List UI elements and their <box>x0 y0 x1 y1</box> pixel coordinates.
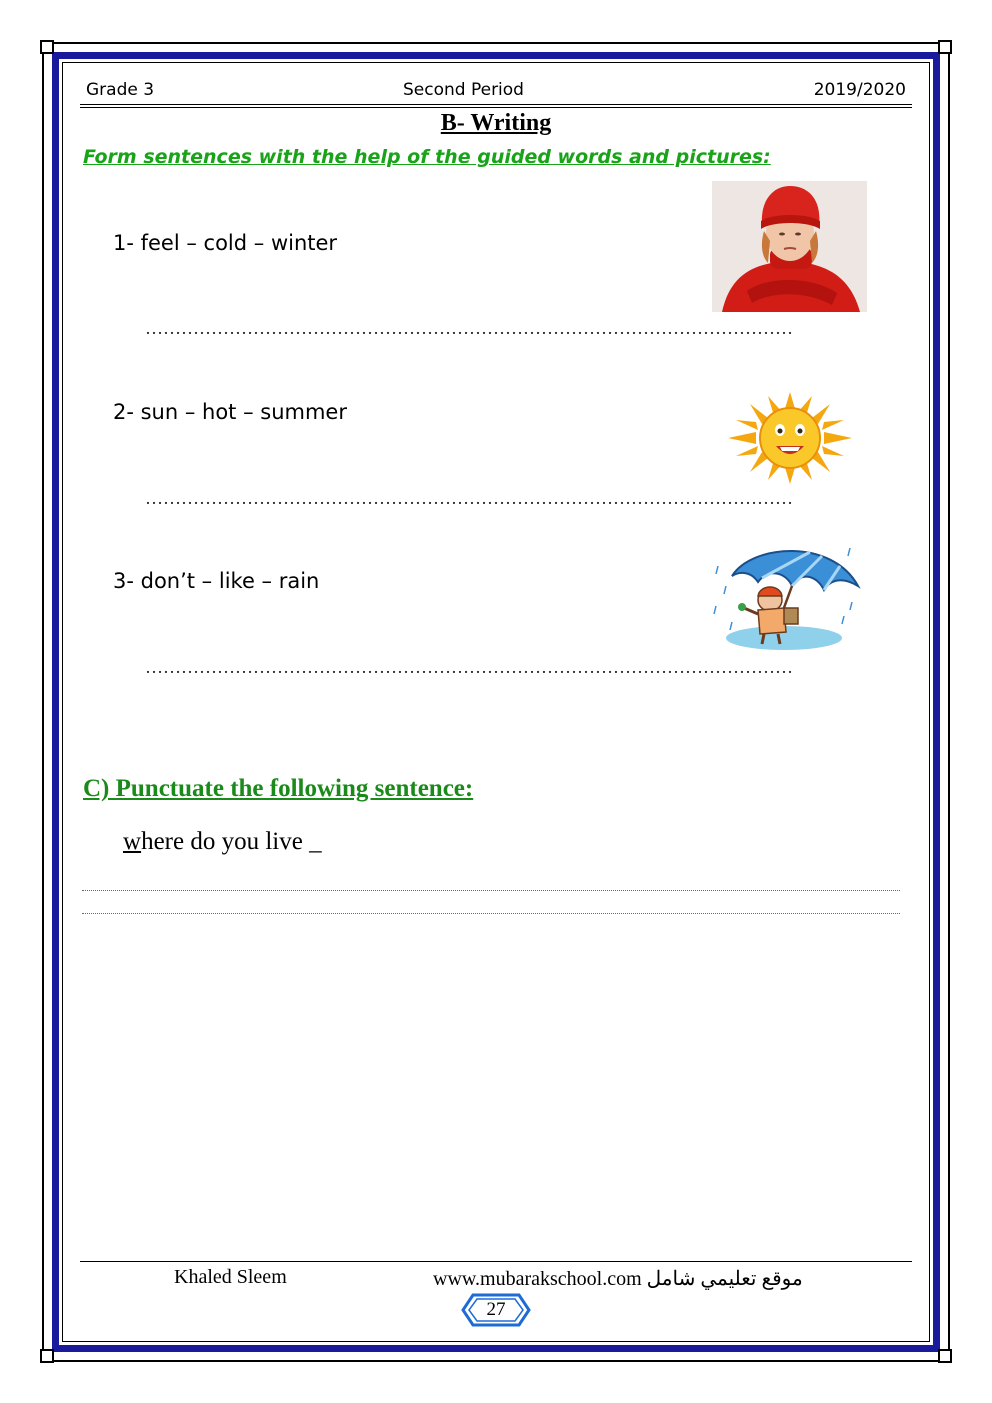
page-number-badge <box>461 1293 531 1327</box>
answer-line-2[interactable]: ……………………………………………………………………………………………… <box>145 488 793 508</box>
writing-instruction: Form sentences with the help of the guided words and pictures: <box>83 146 771 168</box>
corner-ornament <box>938 40 952 54</box>
sentence-first-letter: w <box>123 828 142 855</box>
header-year: 2019/2020 <box>813 80 906 100</box>
answer-dotted-line[interactable] <box>82 913 900 914</box>
sentence-rest: here do you live _ <box>141 828 322 855</box>
punctuation-sentence <box>123 828 322 856</box>
header-divider <box>80 107 912 108</box>
child-with-umbrella-picture <box>712 546 862 654</box>
footer-author: Khaled Sleem <box>174 1266 287 1288</box>
page-number: 27 <box>486 1299 506 1320</box>
corner-ornament <box>40 40 54 54</box>
writing-prompt-2: 2- sun – hot – summer <box>113 400 347 424</box>
header-divider <box>80 104 912 105</box>
section-title-writing: B- Writing <box>440 110 552 136</box>
corner-ornament <box>40 1349 54 1363</box>
header-period: Second Period <box>403 80 524 100</box>
smiling-sun-picture <box>728 392 853 485</box>
answer-line-3[interactable]: ……………………………………………………………………………………………… <box>145 657 793 677</box>
corner-ornament <box>938 1349 952 1363</box>
answer-dotted-line[interactable] <box>82 890 900 891</box>
footer-divider <box>80 1261 912 1262</box>
footer-website: www.mubarakschool.com موقع تعليمي شامل <box>433 1268 803 1290</box>
header-grade: Grade 3 <box>86 80 155 100</box>
writing-prompt-1: 1- feel – cold – winter <box>113 231 338 255</box>
answer-line-1[interactable]: ……………………………………………………………………………………………… <box>145 318 793 338</box>
writing-prompt-3: 3- don’t – like – rain <box>113 569 320 593</box>
woman-in-red-hat-picture <box>712 181 867 312</box>
section-title-punctuation: C) Punctuate the following sentence: <box>83 775 474 802</box>
